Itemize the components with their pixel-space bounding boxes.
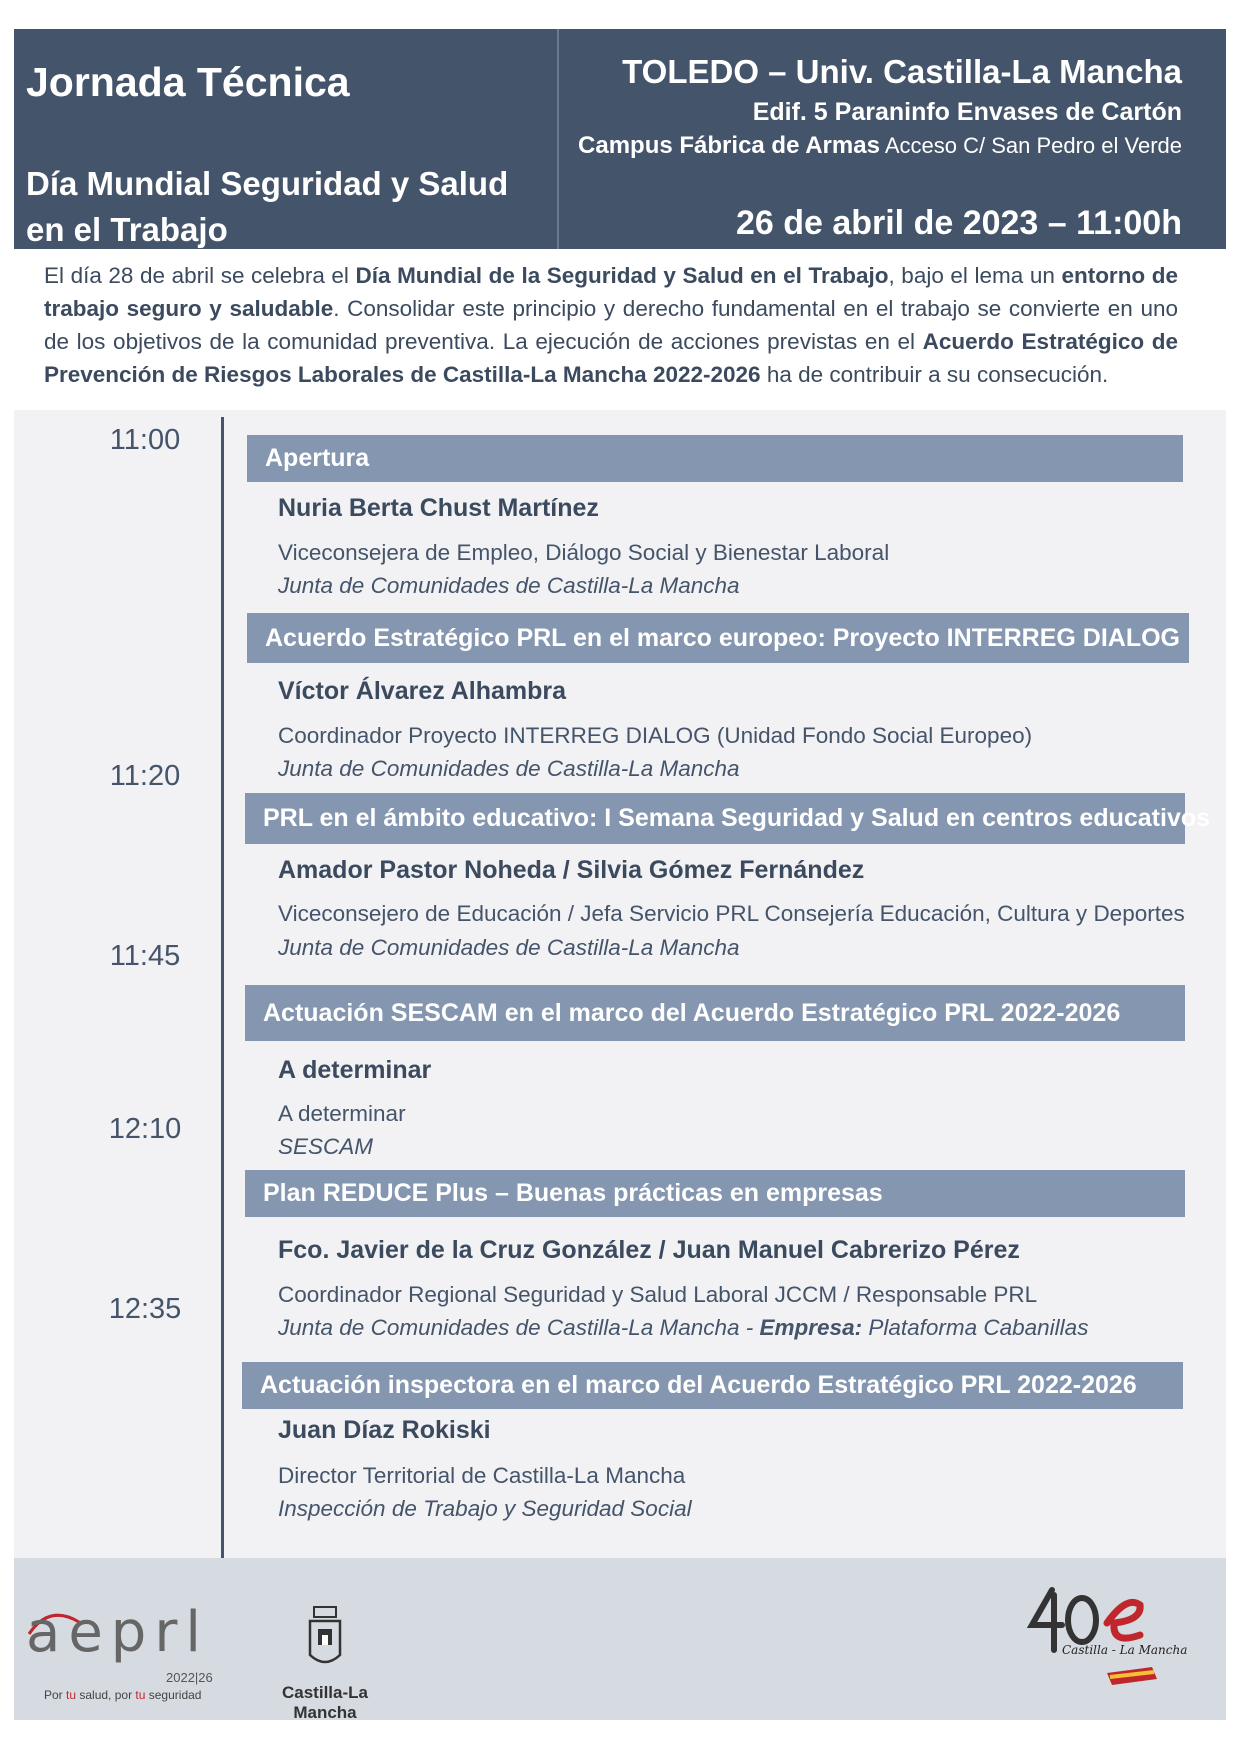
- session-title-bar: Acuerdo Estratégico PRL en el marco europeo: Proyecto INTERREG DIALOG: [247, 613, 1189, 663]
- location-access: Acceso C/ San Pedro el Verde: [879, 133, 1182, 158]
- intro-text: . Consolidar este principio y derecho fundamental en el trabajo se convierte en uno de los objetivos de la comunidad preventiva. La ejecución de acciones previstas en el: [44, 296, 1178, 354]
- time-label: 12:10: [108, 1113, 182, 1145]
- time-label: 11:45: [109, 940, 181, 972]
- speaker-role: Coordinador Regional Seguridad y Salud Laboral JCCM / Responsable PRL: [278, 1282, 1038, 1307]
- time-label: 12:35: [108, 1293, 182, 1325]
- 40-e-mark-icon: [1022, 1575, 1202, 1695]
- speaker-role: Viceconsejero de Educación / Jefa Servicio PRL Consejería Educación, Cultura y Deportes: [278, 901, 1185, 926]
- speaker-role: A determinar: [278, 1101, 406, 1126]
- intro-bold: Acuerdo Estratégico de Prevención de Riesgos Laborales de Castilla-La Mancha 2022-2026: [44, 329, 1178, 387]
- castilla-la-mancha-label: Castilla-La Mancha: [282, 1683, 368, 1722]
- tagline-text: salud, por: [76, 1688, 136, 1702]
- castle-crest-icon: [300, 1605, 350, 1675]
- tagline-text: seguridad: [145, 1688, 202, 1702]
- aeprl-tagline: [44, 1688, 201, 1702]
- company-label: Empresa:: [759, 1315, 863, 1340]
- location-building: Edif. 5 Paraninfo Envases de Cartón: [752, 98, 1182, 126]
- speaker-name: Nuria Berta Chust Martínez: [278, 494, 599, 522]
- aeprl-years: 2022|26: [166, 1670, 213, 1685]
- speaker-role: Director Territorial de Castilla-La Mancha: [278, 1463, 686, 1488]
- session-title-bar: Actuación inspectora en el marco del Acuerdo Estratégico PRL 2022-2026: [242, 1362, 1183, 1409]
- session-title-bar: Apertura: [247, 435, 1183, 482]
- intro-text: ha de contribuir a su consecución.: [760, 362, 1109, 387]
- aeprl-logo: [26, 1600, 236, 1700]
- speaker-organization: [278, 1315, 1088, 1341]
- intro-paragraph: [44, 259, 1178, 391]
- speaker-organization: Junta de Comunidades de Castilla-La Mancha: [278, 756, 740, 781]
- tagline-text: Por: [44, 1688, 67, 1702]
- speaker-role: Viceconsejera de Empleo, Diálogo Social y Bienestar Laboral: [278, 540, 890, 565]
- event-date: 26 de abril de 2023 – 11:00h: [735, 204, 1182, 242]
- time-label: 11:00: [109, 424, 181, 456]
- intro-bold: entorno de trabajo seguro y saludable: [44, 263, 1179, 321]
- speaker-name: Víctor Álvarez Alhambra: [278, 677, 567, 705]
- castilla-la-mancha-logo: [250, 1605, 400, 1722]
- 40-logo-caption: Castilla - La Mancha: [1062, 1643, 1188, 1657]
- company-name: Plataforma Cabanillas: [862, 1315, 1089, 1340]
- location-campus-name: Campus Fábrica de Armas: [578, 132, 880, 159]
- session-title-bar: PRL en el ámbito educativo: I Semana Seguridad y Salud en centros educativos: [245, 793, 1185, 844]
- speaker-organization: Junta de Comunidades de Castilla-La Mancha: [278, 573, 740, 598]
- event-subtitle: Día Mundial Seguridad y Salud en el Trabajo: [26, 165, 509, 248]
- speaker-name: Fco. Javier de la Cruz González / Juan Manuel Cabrerizo Pérez: [278, 1236, 1020, 1264]
- tagline-accent: tu: [66, 1688, 77, 1702]
- speaker-organization: Inspección de Trabajo y Seguridad Social: [278, 1496, 692, 1521]
- location-campus: [578, 132, 1182, 160]
- speaker-name: Amador Pastor Noheda / Silvia Gómez Fernández: [278, 856, 865, 884]
- session-title-bar: Plan REDUCE Plus – Buenas prácticas en empresas: [245, 1170, 1185, 1217]
- intro-text: El día 28 de abril se celebra el: [44, 263, 356, 288]
- intro-text: , bajo el lema un: [888, 263, 1062, 288]
- speaker-organization: Junta de Comunidades de Castilla-La Mancha: [278, 935, 740, 960]
- speaker-role: Coordinador Proyecto INTERREG DIALOG (Unidad Fondo Social Europeo): [278, 723, 1033, 748]
- event-title: Jornada Técnica: [26, 59, 350, 105]
- speaker-name: Juan Díaz Rokiski: [278, 1416, 491, 1444]
- session-title-bar: Actuación SESCAM en el marco del Acuerdo Estratégico PRL 2022-2026: [245, 985, 1185, 1041]
- header-banner: [14, 29, 1226, 249]
- aeprl-wordmark: aeprl: [26, 1600, 209, 1665]
- speaker-organization: SESCAM: [278, 1134, 374, 1159]
- intro-bold: Día Mundial de la Seguridad y Salud en el Trabajo: [355, 263, 889, 288]
- 40-aniversario-logo: [1022, 1575, 1202, 1695]
- speaker-name: A determinar: [278, 1056, 432, 1084]
- time-label: 11:20: [109, 760, 181, 792]
- header-divider: [557, 29, 559, 249]
- location-city: TOLEDO – Univ. Castilla-La Mancha: [622, 53, 1182, 90]
- timeline-line: [221, 417, 224, 1559]
- speaker-organization-text: Junta de Comunidades de Castilla-La Mancha -: [278, 1315, 760, 1340]
- tagline-accent: tu: [135, 1688, 146, 1702]
